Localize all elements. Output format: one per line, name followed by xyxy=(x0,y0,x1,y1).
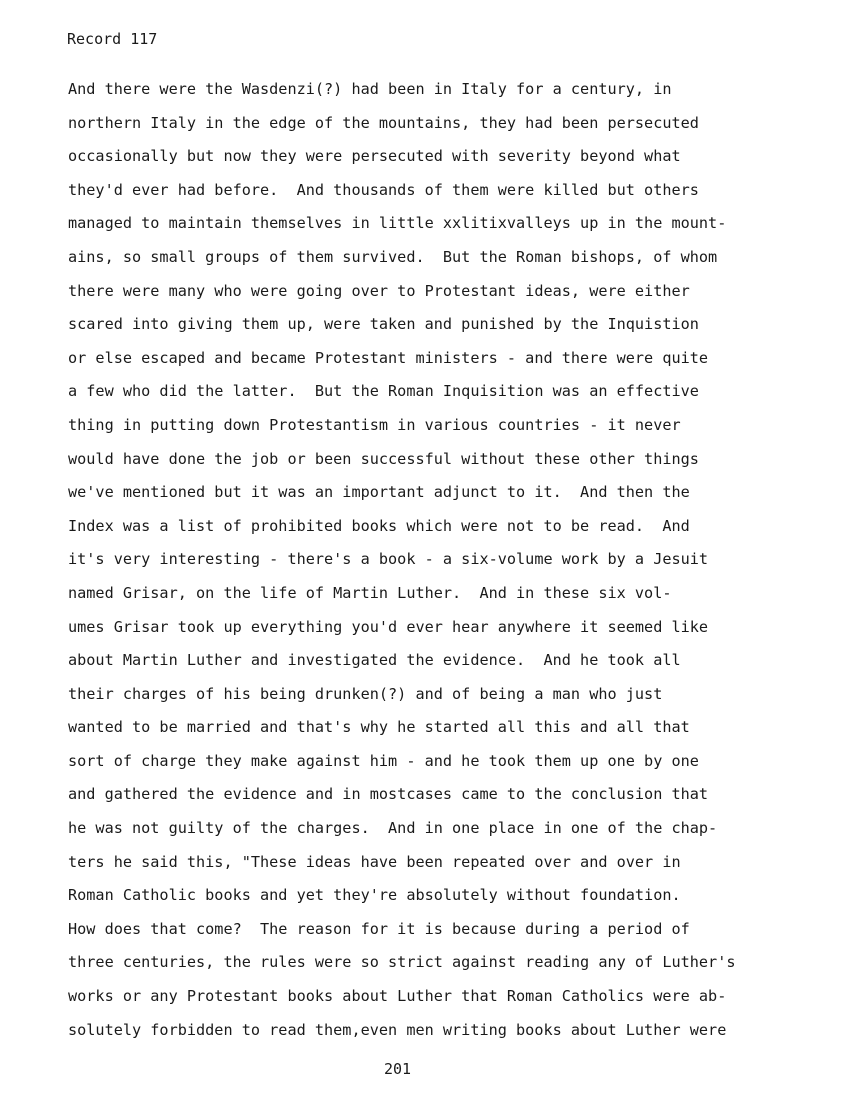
text-line: ters he said this, "These ideas have been repeated over and over in xyxy=(68,852,681,871)
text-line: scared into giving them up, were taken and punished by the Inquistion xyxy=(68,315,699,334)
text-line: Roman Catholic books and yet they're absolutely without foundation. xyxy=(68,886,681,905)
text-line: it's very interesting - there's a book - a six-volume work by a Jesuit xyxy=(68,550,709,569)
text-line: we've mentioned but it was an important adjunct to it. And then the xyxy=(68,483,690,502)
text-line: occasionally but now they were persecuted with severity beyond what xyxy=(68,147,681,166)
text-line: wanted to be married and that's why he started all this and all that xyxy=(68,718,690,737)
text-line: managed to maintain themselves in little xxlitixvalleys up in the mount- xyxy=(68,214,727,233)
text-line: or else escaped and became Protestant ministers - and there were quite xyxy=(68,348,709,367)
text-line: northern Italy in the edge of the mountains, they had been persecuted xyxy=(68,113,699,132)
text-line: a few who did the latter. But the Roman Inquisition was an effective xyxy=(68,382,699,401)
text-line: their charges of his being drunken(?) and of being a man who just xyxy=(68,684,663,703)
text-line: works or any Protestant books about Luther that Roman Catholics were ab- xyxy=(68,987,727,1006)
text-line: and gathered the evidence and in mostcases came to the conclusion that xyxy=(68,785,709,804)
text-line: sort of charge they make against him - and he took them up one by one xyxy=(68,751,699,770)
text-line: And there were the Wasdenzi(?) had been in Italy for a century, in xyxy=(68,80,672,98)
page-number: 201 xyxy=(384,1060,412,1078)
text-line: they'd ever had before. And thousands of them were killed but others xyxy=(68,180,699,199)
transcript-body xyxy=(68,79,828,1053)
text-line: umes Grisar took up everything you'd ever hear anywhere it seemed like xyxy=(68,617,709,636)
text-line: Index was a list of prohibited books which were not to be read. And xyxy=(68,516,690,535)
text-line: three centuries, the rules were so strict against reading any of Luther's xyxy=(68,953,736,972)
text-line: would have done the job or been successful without these other things xyxy=(68,449,699,468)
text-line: he was not guilty of the charges. And in one place in one of the chap- xyxy=(68,819,718,838)
text-line: thing in putting down Protestantism in various countries - it never xyxy=(68,415,681,434)
text-line: ains, so small groups of them survived. But the Roman bishops, of whom xyxy=(68,247,718,266)
text-line: about Martin Luther and investigated the evidence. And he took all xyxy=(68,651,681,670)
text-line: there were many who were going over to Protestant ideas, were either xyxy=(68,281,690,300)
text-line: solutely forbidden to read them,even men writing books about Luther were xyxy=(68,1020,727,1039)
text-line: How does that come? The reason for it is because during a period of xyxy=(68,919,690,938)
text-line: named Grisar, on the life of Martin Luther. And in these six vol- xyxy=(68,583,672,602)
record-header: Record 117 xyxy=(67,30,158,48)
